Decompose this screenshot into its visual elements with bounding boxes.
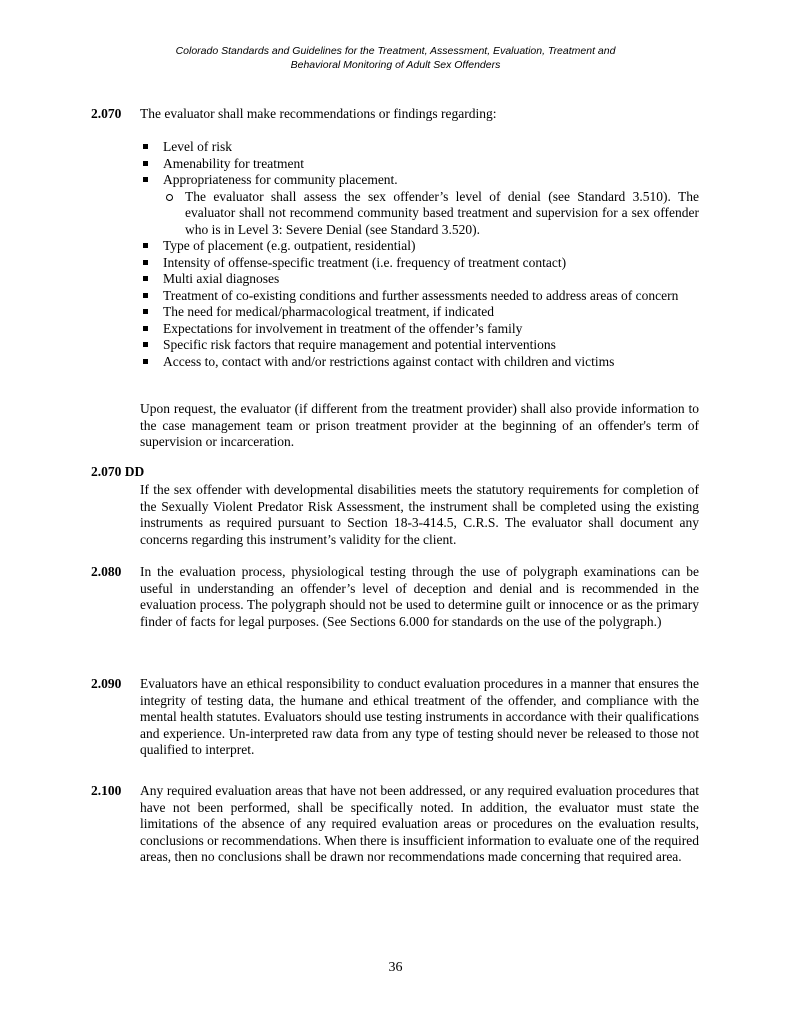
bullet-list <box>140 139 699 370</box>
list-item <box>140 172 699 238</box>
list-item: Specific risk factors that require management and potential interventions <box>140 337 699 354</box>
section-number: 2.100 <box>91 783 122 798</box>
sub-list-item: The evaluator shall assess the sex offender’s level of denial (see Standard 3.510). The evaluator shall not recommend community based treatment and supervision for a sex offender who is in Level 3: Severe Denial (see Standard 3.520). <box>163 189 699 239</box>
list-item: Treatment of co-existing conditions and further assessments needed to address areas of concern <box>140 288 699 305</box>
list-item: Multi axial diagnoses <box>140 271 699 288</box>
section-text: If the sex offender with developmental disabilities meets the statutory requirements for completion of the Sexually Violent Predator Risk Assessment, the instrument shall be completed using the existing instruments as required pursuant to Section 18-3-414.5, C.R.S. The evaluator shall document any concerns regarding this instrument’s validity for the client. <box>140 482 699 547</box>
list-item: Type of placement (e.g. outpatient, residential) <box>140 238 699 255</box>
section-number: 2.070 DD <box>91 464 145 479</box>
section-intro: The evaluator shall make recommendations or findings regarding: <box>140 106 497 121</box>
section-number: 2.090 <box>91 676 122 691</box>
running-header <box>0 44 791 72</box>
header-line-2: Behavioral Monitoring of Adult Sex Offenders <box>290 59 501 71</box>
list-item: The need for medical/pharmacological treatment, if indicated <box>140 304 699 321</box>
list-item: Intensity of offense-specific treatment (i.e. frequency of treatment contact) <box>140 255 699 272</box>
list-item: Access to, contact with and/or restrictions against contact with children and victims <box>140 354 699 371</box>
section-text: Evaluators have an ethical responsibility to conduct evaluation procedures in a manner that ensures the integrity of testing data, the humane and ethical treatment of the offender, and compliance with the mental health statutes. Evaluators should use testing instruments in accordance with their qualifications and experience. Un-interpreted raw data from any type of testing should never be released to those not qualified to interpret. <box>140 676 699 757</box>
section-number: 2.070 <box>91 106 122 121</box>
section-closing-paragraph: Upon request, the evaluator (if different from the treatment provider) shall also provide information to the case management team or prison treatment provider at the beginning of an offender's term of supervision or incarceration. <box>140 401 699 449</box>
list-item: Amenability for treatment <box>140 156 699 173</box>
section-text: In the evaluation process, physiological testing through the use of polygraph examinations can be useful in understanding an offender’s level of deception and denial and is recommended in the evaluation process. The polygraph should not be used to determine guilt or innocence or as the primary finder of facts for legal purposes. (See Sections 6.000 for standards on the use of the polygraph.) <box>140 564 699 629</box>
list-item-text: Appropriateness for community placement. <box>163 172 398 187</box>
section-number: 2.080 <box>91 564 122 579</box>
section-text: Any required evaluation areas that have not been addressed, or any required evaluation procedures that have not been performed, shall be specifically noted. In addition, the evaluator must state the limitations of the absence of any required evaluation areas or procedures on the evaluation results, conclusions or recommendations. When there is insufficient information to evaluate one of the required areas, then no conclusions shall be drawn nor recommendations made concerning that required area. <box>140 783 699 864</box>
page-number: 36 <box>388 960 403 975</box>
header-line-1: Colorado Standards and Guidelines for the Treatment, Assessment, Evaluation, Treatment and <box>175 45 616 57</box>
list-item: Level of risk <box>140 139 699 156</box>
list-item: Expectations for involvement in treatment of the offender’s family <box>140 321 699 338</box>
